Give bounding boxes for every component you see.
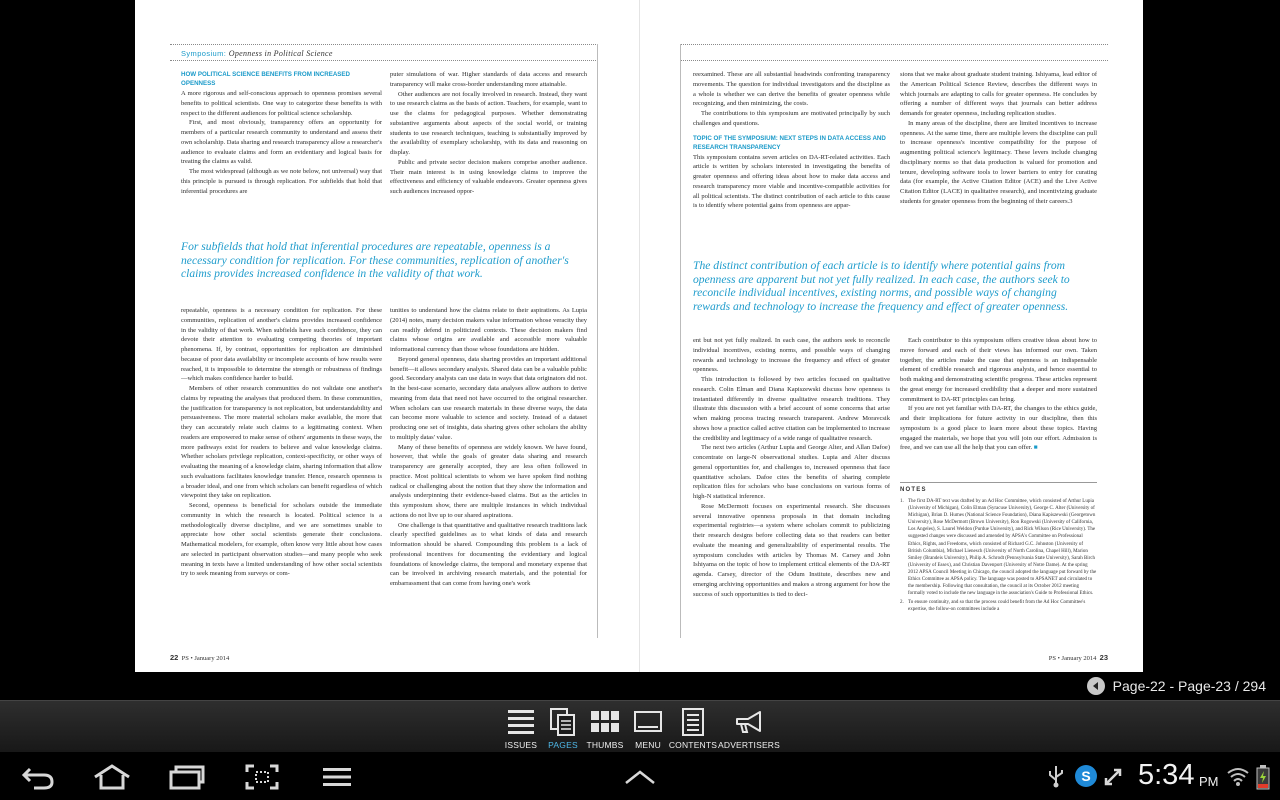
paragraph: In many areas of the discipline, there are limited incentives to increase openness. At the same time, there are multiple levers the discipline can pull to increase openness's incentive compatibility for the purpose of augmenting political science's legitimacy. These levers include changing disciplinary norms so that data production is valued for promotion and tenure, developing software tools to lower barriers to entry for curating data (for example, the Active Citation Editor (ACE) and the Live Active Citation Editor (LACE) in qualitative research), and incentivizing graduate students for greater openness from the beginning of their careers.3: [900, 119, 1097, 205]
paragraph: This symposium contains seven articles on DA-RT-related activities. Each article is written by scholars interested in investigating the benefits of greater openness and offering ideas about how to make data access and research transparency more viable and incentive-compatible activities for all political scientists. The distinct contribution of each article to this cause is to identify where potential gains from openness are appar-: [693, 153, 890, 210]
chevron-up-icon: [623, 767, 657, 787]
column-rule: [597, 44, 598, 638]
note-number: 1.: [900, 499, 904, 504]
pull-quote: For subfields that hold that inferential procedures are repeatable, openness is a necessary condition for replication. For these communities, replication of another's claims provides increased confidence in the validity of that work.: [181, 240, 569, 280]
column-rule: [680, 44, 681, 638]
magazine-page-22[interactable]: [135, 0, 639, 672]
folio-text: PS • January 2014: [181, 655, 230, 662]
usb-icon: [1046, 764, 1066, 793]
article-column-2-bottom: [390, 306, 587, 638]
section-heading: HOW POLITICAL SCIENCE BENEFITS FROM INCREASED OPENNESS: [181, 71, 351, 87]
page-spine: [639, 0, 640, 672]
back-icon: [20, 763, 56, 791]
menu-icon: [633, 707, 663, 737]
menu-overflow-button[interactable]: [317, 761, 357, 793]
paragraph: The contributions to this symposium are motivated principally by such challenges and questions.: [693, 110, 890, 127]
system-navigation-bar: [0, 752, 1280, 800]
sync-icon: [1102, 764, 1126, 793]
paragraph: Second, openness is beneficial for scholars outside the immediate community in which the research is located. Political science is a methodologically diverse discipline, and we are sometimes unable to appreciate how other social scientists generate their conclusions. Mathematical modelers, for example, often know very little about how cases are selected in participant observation studies—and many people who seek meaning in texts have a limited understanding of how other social scientists try to seek meaning from surveys or com-: [181, 502, 382, 578]
paragraph-text: If you are not yet familiar with DA-RT, the changes to the ethics guide, and their implications for future activity in our discipline, then this symposium is a good place to learn more about these topics. Having engaged the materials, we hope that you will join our effort. Admission is free, and we can use all the help that you can offer.: [900, 405, 1097, 452]
page-indicator-text: Page-22 - Page-23 / 294: [1112, 678, 1266, 694]
paragraph: puter simulations of war. Higher standards of data access and research transparency will make cross-border understanding more attainable.: [390, 71, 587, 88]
screenshot-button[interactable]: [242, 761, 282, 793]
folio-text: PS • January 2014: [1048, 655, 1097, 662]
paragraph: [900, 404, 1097, 453]
menu-label: MENU: [635, 740, 661, 750]
note-text: The first DA-RT text was drafted by an Ad Hoc Committee, which consisted of Arthur Lupia (University of Michigan), Colin Elman (Syracuse University), George C. Alter (University of Michigan), Brian D. Humes (National Science Foundation), Diana Kapiszewski (Georgetown University), Rose McDermott (Brown University), Ron Rogowski (University of California, Los Angeles), S. Laurel Weldon (Purdue University), and Rick Wilson (Rice University). The suggested changes were discussed and amended by APSA's Committee on Professional Ethics, Rights, and Freedoms, which consisted of Richard G.C. Johnston (University of British Columbia), Michael Lienesch (University of North Carolina, Chapel Hill), Marion Smiley (Brandeis University), Philip A. Schrodt (Pennsylvania State University), Sarah Birch (University of Essex), and Christian Davenport (University of Notre Dame). At the spring 2012 APSA Council Meeting in Chicago, the council adopted the language put forward by the Ethics Committee as APSA policy. The language was posted to APSANET and circulated to the membership. Following that consultation, the council at its October 2012 meeting formally voted to include the new language in the association's Guide to Professional Ethics.: [908, 499, 1097, 597]
app-toolbar: [0, 700, 1280, 752]
page-number: 23: [1099, 653, 1108, 662]
paragraph: One challenge is that quantitative and qualitative research traditions lack clearly specified guidelines as to what kinds of data and research information should be shared. Compounding this problem is a lack of professional incentives for documenting the evidentiary and logical foundations of knowledge claims, the temporal and monetary expense that can be involved in archiving research materials, and the potential for embarrassment that can come from having one's work: [390, 521, 587, 587]
pull-quote: The distinct contribution of each article is to identify where potential gains from openness are apparent but not yet fully realized. In each case, the authors seek to reconcile individual incentives, existing norms, and possible ways of changing rewards and technology to increase the frequency and effect of greater openness.: [693, 259, 1070, 313]
folio-left: [170, 653, 229, 662]
recent-apps-icon: [167, 763, 205, 791]
thumbs-label: THUMBS: [586, 740, 624, 750]
page-indicator: [1087, 676, 1266, 696]
note-item: [900, 599, 1097, 613]
note-number: 2.: [900, 600, 904, 606]
note-text: To ensure continuity, and so that the process could benefit from the Ad Hoc Committee's expertise, the follow-on committees include a: [908, 600, 1086, 613]
notes-title: NOTES: [900, 487, 927, 493]
battery-low-icon: [1256, 764, 1270, 795]
back-button[interactable]: [18, 761, 58, 793]
page-number: 22: [170, 653, 179, 662]
megaphone-icon: [734, 707, 764, 737]
header-dotted-rule: [680, 60, 1108, 61]
home-icon: [92, 763, 132, 791]
expand-up-button[interactable]: [620, 761, 660, 793]
svg-text:S: S: [1081, 768, 1091, 784]
article-column-2-top: [900, 70, 1097, 240]
note-item: [900, 498, 1097, 597]
status-ampm: PM: [1199, 774, 1219, 789]
section-heading: TOPIC OF THE SYMPOSIUM: NEXT STEPS IN DATA ACCESS AND RESEARCH TRANSPARENCY: [693, 134, 886, 151]
skype-icon: [1074, 764, 1098, 793]
article-column-2-bottom: [900, 336, 1097, 476]
wifi-icon: [1226, 765, 1250, 792]
paragraph: A more rigorous and self-conscious approach to openness promises several benefits to political scientists. One way to categorize these benefits is with respect to the different audiences for political science scholarship.: [181, 90, 382, 117]
advertisers-button[interactable]: [719, 707, 779, 751]
header-dotted-rule: [680, 44, 1108, 45]
contents-button[interactable]: [663, 707, 723, 751]
paragraph: Public and private sector decision makers comprise another audience. Their main interest is in using knowledge claims to improve the effectiveness and efficiency of valuable endeavors. Greater openness gives such audiences increased oppor-: [390, 158, 587, 195]
back-arrow-icon[interactable]: [1087, 677, 1105, 695]
paragraph: The most widespread (although as we note below, not universal) way that this principle is pursued is through replication. For subfields that hold that inferential procedures are: [181, 168, 382, 195]
paragraph: Each contributor to this symposium offers creative ideas about how to move forward and each of their views has informed our own. Taken together, the articles make the case that openness is an indispensable element of credible research and rigorous analysis, and hence essential to both making and demonstrating scientific progress. These articles represent the great energy for increased credibility that a deeper and more sustained commitment to DA-RT principles can bring.: [900, 337, 1097, 403]
folio-right: [1049, 653, 1108, 662]
notes-list: [900, 498, 1097, 638]
magazine-page-23[interactable]: [639, 0, 1143, 672]
paragraph: Members of other research communities do not validate one another's claims by repeating the analyses that produced them. In these communities, the justification for transparency is not replication, but understandability and persuasiveness. The more material scholars make available, the more that they can accurately relate such claims to a legitimating context. When readers are empowered to make sense of others' arguments in these ways, the more pathways exist for readers to believe and value knowledge claims. Whether scholars privilege replication, context-specificity, or other ways of evaluating the meaning of a knowledge claim, sharing information that allow such evaluations facilitates knowledge transfer. Hence, research openness is a broader ideal, and one from which scholars can benefit regardless of which viewpoint they take on replication.: [181, 385, 382, 500]
end-of-article-mark: ■: [1033, 444, 1038, 452]
pages-icon: [548, 707, 578, 737]
running-head: Symposium: Openness in Political Science: [181, 49, 333, 58]
hamburger-icon: [322, 765, 352, 789]
paragraph: tunities to understand how the claims relate to their aspirations. As Lupia (2014) notes, many decision makers value information whose veracity they can readily defend in politicized contexts. These decision makers find claims whose origins are available and accessible more valuable informational currency than those whose foundations are hidden.: [390, 307, 587, 353]
pages-label: PAGES: [548, 740, 578, 750]
article-column-1-bottom: [181, 306, 382, 638]
paragraph: sions that we make about graduate student training. Ishiyama, lead editor of the American Political Science Review, describes the different ways in which journals are adapting to calls for greater openness. He concludes by offering a number of different ways that journals can better address demands for greater openness, including replication studies.: [900, 71, 1097, 117]
paragraph: Beyond general openness, data sharing provides an important additional benefit—it allows secondary analysis. Shared data can be a valuable public good. Secondary analysts can use data in ways that data originators did not. In the best-case scenario, secondary data analyses allow authors to derive meaning from data that need not have occurred to the original researcher. When scholars can use research materials in these diverse ways, the data can become more valuable to science and society. Instead of a dataset producing one set of insights, data sharing gives other scholars the ability to multiply datas' value.: [390, 355, 587, 441]
contents-label: CONTENTS: [668, 740, 718, 750]
paragraph: The next two articles (Arthur Lupia and George Alter, and Allan Dafoe) concentrate on large-N observational studies. Lupia and Alter discuss general opportunities for, and challenges to, increased openness that face quantitative scholars. Dafoe cites the benefits of sharing complete replication files for scholars who base conclusions on various forms of high-N statistical inference.: [693, 444, 890, 500]
header-dotted-rule: [170, 44, 598, 45]
issues-label: ISSUES: [504, 740, 538, 750]
issues-icon: [506, 707, 536, 737]
advertisers-label: ADVERTISERS: [717, 740, 781, 750]
paragraph: Rose McDermott focuses on experimental research. She discusses several innovative openness proposals in that domain including experimental registries—a system where scholars commit to publicizing their research designs before collecting data so that readers can better evaluate the meaning and generalizability of experimental results. The symposium concludes with articles by Thomas M. Carsey and John Ishiyama on the topic of how to implement critical elements of the DA-RT agenda. Carsey, director of the Odum Institute, describes new and emerging archiving opportunities and makes a strong argument for how the success of such opportunities is tied to deci-: [693, 502, 890, 598]
paragraph: First, and most obviously, transparency offers an opportunity for members of a particular research community to understand and assess their own scholarship. Data sharing and research transparency allow a researcher's audience to evaluate claims and form an evidentiary and logical basis for treating the claims as valid.: [181, 119, 382, 166]
header-dotted-rule: [170, 60, 598, 61]
screenshot-icon: [244, 763, 280, 791]
status-clock: 5:34: [1138, 759, 1195, 791]
article-column-1-bottom: [693, 336, 890, 638]
paragraph: This introduction is followed by two articles focused on qualitative research. Colin Elman and Diana Kapiszewski discuss how openness is instantiated differently in diverse qualitative research traditions. They illustrate this discussion with a brief account of some concerns that arise when making process tracing research transparent. Andrew Moravcsik shows how a practice called active citation can be implemented to increase the credibility and legitimacy of a wide range of qualitative research.: [693, 376, 890, 442]
contents-icon: [678, 707, 708, 737]
paragraph: reexamined. These are all substantial headwinds confronting transparency movements. The question for individual investigators and the discipline as a whole is whether we can derive the benefits of greater openness while recognizing, and then minimizing, the costs.: [693, 71, 890, 108]
notes-rule: [900, 482, 1097, 483]
paragraph: ent but not yet fully realized. In each case, the authors seek to reconcile individual incentives, existing norms, and possible ways of changing rewards and technology to increase the frequency and effect of greater openness.: [693, 337, 890, 374]
article-column-1-top: [693, 70, 890, 240]
paragraph: Other audiences are not focally involved in research. Instead, they want to use research claims as the basis of action. Teachers, for example, want to use the claims for pedagogical purposes. Whether demonstrating substantive arguments about aspects of the social world, or training students to use research techniques, teaching is substantially improved by the availability of exemplary scholarship, with its data and reasoning on display.: [390, 90, 587, 156]
paragraph: repeatable, openness is a necessary condition for replication. For these communities, replication of another's claims provides increased confidence in the validity of that work. When subfields have such confidence, they can devote their attention to evaluating competing theories of important phenomena. If, by contrast, opportunities for replication are diminished because of poor data availability or incomplete accounts of how results were reached, it is impossible to determine the strength or robustness of findings—which makes confidence harder to build.: [181, 307, 382, 383]
thumbs-icon: [590, 707, 620, 737]
article-column-2-top: [390, 70, 587, 222]
article-column-1-top: [181, 70, 382, 222]
recent-apps-button[interactable]: [166, 761, 206, 793]
paragraph: Many of these benefits of openness are widely known. We have found, however, that while the goals of greater data sharing and research transparency are generally accepted, they are less often followed in practice. Most political scientists to whom we have spoken find nothing radical or challenging about the notion that they show the information and analysis underpinning their evidence-based claims. But as the articles in this symposium show, there are multiple instances in which individual actions do not live up to our shared aspirations.: [390, 443, 587, 519]
home-button[interactable]: [92, 761, 132, 793]
